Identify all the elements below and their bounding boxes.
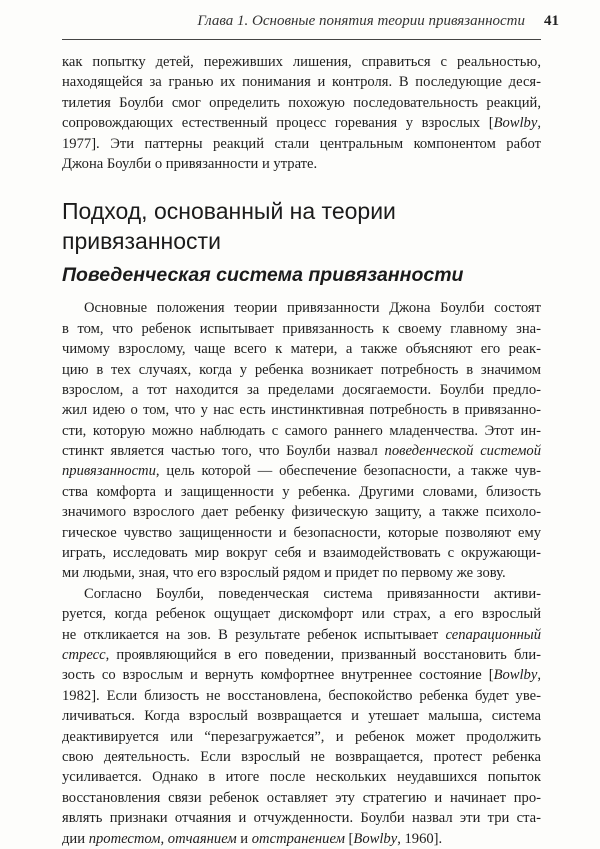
- text-line: сопровождающих естественный процесс горевания у взрослых [Bowlby,: [62, 115, 541, 132]
- text-line: играть, исследовать мир вокруг себя и взаимодействовать с окружающи-: [62, 545, 541, 562]
- citation-author: Bowlby: [353, 830, 398, 847]
- text-line: ми людьми, зная, что его взрослый рядом и придет по первому же зову.: [62, 565, 506, 582]
- text-line: 1982]. Если близость не восстановлена, беспокойство ребенка будет уве-: [62, 687, 541, 704]
- term-emphasis: отстранением: [251, 830, 345, 847]
- text-line: как попытку детей, переживших лишения, справиться с реальностью,: [62, 54, 541, 70]
- text-line: не откликается на зов. В результате ребенок испытывает сепарационный: [62, 626, 541, 643]
- paragraph-3: [62, 584, 541, 849]
- paragraph-1: [62, 52, 541, 174]
- text-line: руется, когда ребенок ощущает дискомфорт или страх, а его взрослый: [62, 606, 541, 623]
- citation-author: Bowlby: [493, 667, 538, 684]
- header-rule: [62, 39, 541, 40]
- term-emphasis: стресс: [62, 646, 106, 663]
- running-head: [62, 13, 559, 37]
- page-number: 41: [544, 13, 559, 29]
- text-line: стресс, проявляющийся в его поведении, призванный восстановить бли-: [62, 646, 541, 663]
- text-line: 1977]. Эти паттерны реакций стали центральным компонентом работ: [62, 135, 541, 152]
- text-line: сти, которую можно наблюдать с самого раннего младенчества. Этот ин-: [62, 422, 541, 439]
- text-line: деактивируется или “перезагружается”, и ребенок может продолжить: [62, 728, 541, 745]
- section-heading: привязанности: [62, 228, 221, 255]
- text-line: цию в тех случаях, когда у ребенка возникает потребность в значимом: [62, 361, 541, 378]
- text-line: дии протестом, отчаянием и отстранением [Bowlby, 1960].: [62, 830, 443, 847]
- text-line: восстановления связи ребенок оставляет эту стратегию и начинает про-: [62, 789, 541, 806]
- term-emphasis: отчаянием: [167, 830, 237, 847]
- text-line: жил идею о том, что у нас есть инстинктивная потребность в привязанно-: [62, 402, 541, 419]
- term-emphasis: сепарационный: [445, 626, 541, 643]
- text-line: Джона Боулби о привязанности и утрате.: [62, 155, 318, 172]
- term-emphasis: поведенческой системой: [384, 443, 542, 460]
- text-line: зость со взрослым и вернуть комфортнее внутреннее состояние [Bowlby,: [62, 667, 541, 684]
- text-line: ства комфорта и защищенности у ребенка. Другими словами, близость: [62, 483, 541, 500]
- text-line: взрослом, а тот находится за пределами досягаемости. Боулби предло-: [62, 381, 541, 398]
- text-line: чимому взрослому, чаще всего к матери, а также объясняют его реак-: [62, 341, 541, 358]
- citation-author: Bowlby: [493, 115, 538, 132]
- text-line: стинкт является частью того, что Боулби назвал поведенческой системой: [62, 443, 542, 460]
- page-body: [62, 52, 541, 849]
- chapter-title: Глава 1. Основные понятия теории привязанности: [197, 13, 525, 29]
- text-line: тилетия Боулби смог определить похожую последовательность реакций,: [62, 94, 541, 111]
- text-line: свою деятельность. Если взрослый не возвращается, протест ребенка: [62, 748, 541, 765]
- text-line: находящейся за гранью их понимания и контроля. В последующие деся-: [62, 74, 541, 91]
- section-heading: Подход, основанный на теории: [62, 198, 396, 225]
- text-line: усиливается. Однако в итоге после нескольких неудавшихся попыток: [62, 769, 541, 786]
- text-line: значимого взрослого дает ребенку физическую защиту, а также психоло-: [62, 504, 541, 521]
- text-line: Согласно Боулби, поведенческая система привязанности активи-: [84, 585, 541, 602]
- text-line: Основные положения теории привязанности Джона Боулби состоят: [84, 300, 541, 317]
- paragraph-2: [62, 298, 541, 583]
- subsection-heading: Поведенческая система привязанности: [62, 264, 464, 287]
- text-line: гическое чувство защищенности и безопасности, которые позволяют ему: [62, 524, 541, 541]
- text-line: личиваться. Когда взрослый возвращается и утешает малыша, система: [62, 708, 541, 725]
- text-line: в том, что ребенок испытывает привязанность к своему главному зна-: [62, 320, 541, 337]
- text-line: привязанности, цель которой — обеспечение безопасности, а также чув-: [62, 463, 541, 480]
- text-line: являть признаки отчаяния и отчужденности. Боулби назвал эти три ста-: [62, 810, 541, 827]
- term-emphasis: привязанности: [62, 463, 156, 480]
- term-emphasis: протестом: [88, 830, 161, 847]
